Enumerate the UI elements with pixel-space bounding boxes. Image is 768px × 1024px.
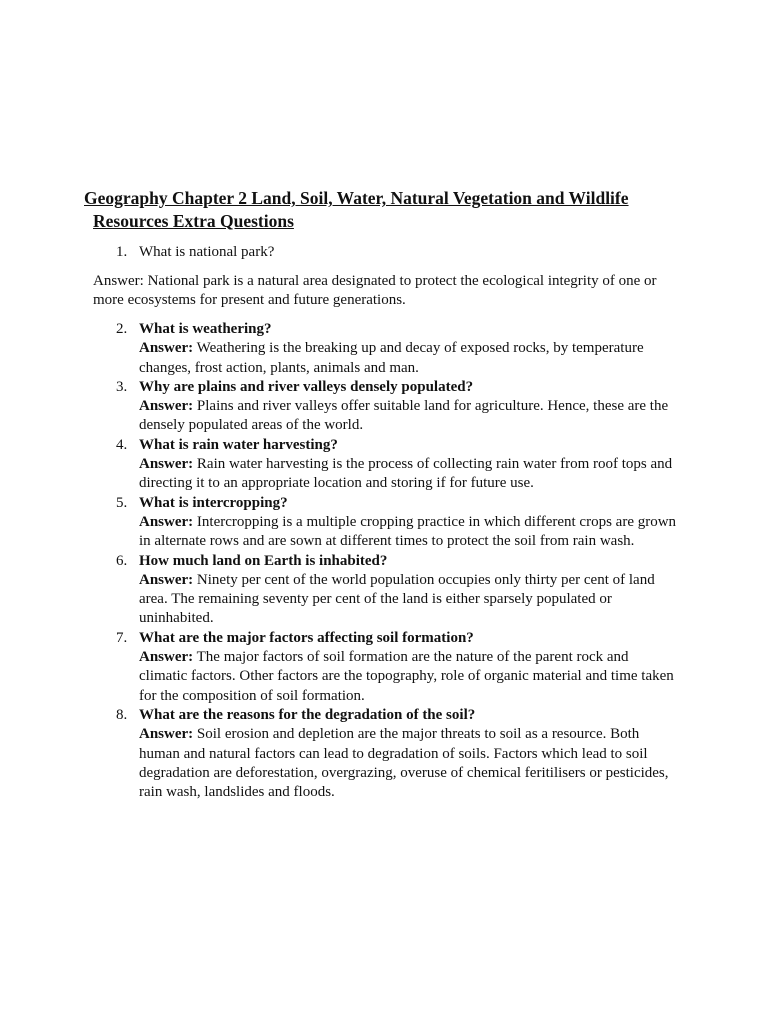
answer-label: Answer: [139,456,194,473]
list-item [0,629,768,706]
answer-label: Answer: [139,571,194,588]
question-text: What are the reasons for the degradation of the soil? [139,706,476,723]
answer-text [139,397,680,436]
item-number: 2. [116,321,128,337]
question-text: How much land on Earth is inhabited? [139,552,388,569]
title-line-1: Geography Chapter 2 Land, Soil, Water, Natural Vegetation and Wildlife [84,188,629,208]
answer-label: Answer: [139,649,194,666]
question-text: What are the major factors affecting soil formation? [139,629,474,646]
item-number: 6. [116,552,128,569]
question-text: Why are plains and river valleys densely populated? [139,378,474,395]
item-number: 4. [116,436,128,453]
answer-text [139,571,680,629]
question-text: What is national park? [139,244,275,260]
answer-label: Answer: [139,513,194,530]
list-item [0,378,768,436]
question-list-first [0,243,768,262]
list-item [0,552,768,629]
title-line-2: Resources Extra Questions [93,211,294,231]
answer-body: Plains and river valleys offer suitable land for agriculture. Hence, these are the densely populated areas of the world. [139,398,669,434]
list-item [0,436,768,494]
answer-label: Answer: [139,398,194,415]
item-number: 7. [116,629,128,646]
item-number: 8. [116,706,128,723]
answer-text [139,513,680,552]
question-text: What is intercropping? [139,494,288,511]
answer-label: Answer: [139,340,194,357]
answer-text [139,339,680,378]
answer-body: The major factors of soil formation are the nature of the parent rock and climatic factors. Other factors are the topography, role of organic material and time taken for the composition of soil formation. [139,649,674,704]
list-item [0,706,768,802]
answer-body: Rain water harvesting is the process of collecting rain water from roof tops and directing it to an appropriate location and storing if for future use. [139,456,673,492]
question-list [0,320,768,802]
list-item [0,494,768,552]
answer-body: Weathering is the breaking up and decay of exposed rocks, by temperature changes, frost action, plants, animals and man. [139,340,644,376]
question-text: What is weathering? [139,321,272,337]
answer-body: Intercropping is a multiple cropping practice in which different crops are grown in alternate rows and are sown at different times to protect the soil from rain wash. [139,513,677,550]
item-number: 3. [116,378,128,395]
answer-body: Soil erosion and depletion are the major threats to soil as a resource. Both human and natural factors can lead to degradation of soils. Factors which lead to soil degradation are deforestation, overgrazing, overuse of chemical feritilisers or pesticides, rain wash, landslides and floods. [139,726,669,801]
question-text: What is rain water harvesting? [139,436,338,453]
answer-text [139,725,680,802]
document-title [84,187,684,233]
answer-text [139,455,680,494]
list-item [0,320,768,378]
answer-body: Ninety per cent of the world population occupies only thirty per cent of land area. The remaining seventy per cent of the land is either sparsely populated or uninhabited. [139,571,655,627]
answer-paragraph: Answer: National park is a natural area designated to protect the ecological integrity of one or more ecosystems for present and future generations. [93,273,657,309]
item-number: 1. [116,244,128,260]
item-number: 5. [116,494,128,511]
list-item [0,243,768,262]
answer-text [139,648,680,706]
answer-label: Answer: [139,726,194,743]
